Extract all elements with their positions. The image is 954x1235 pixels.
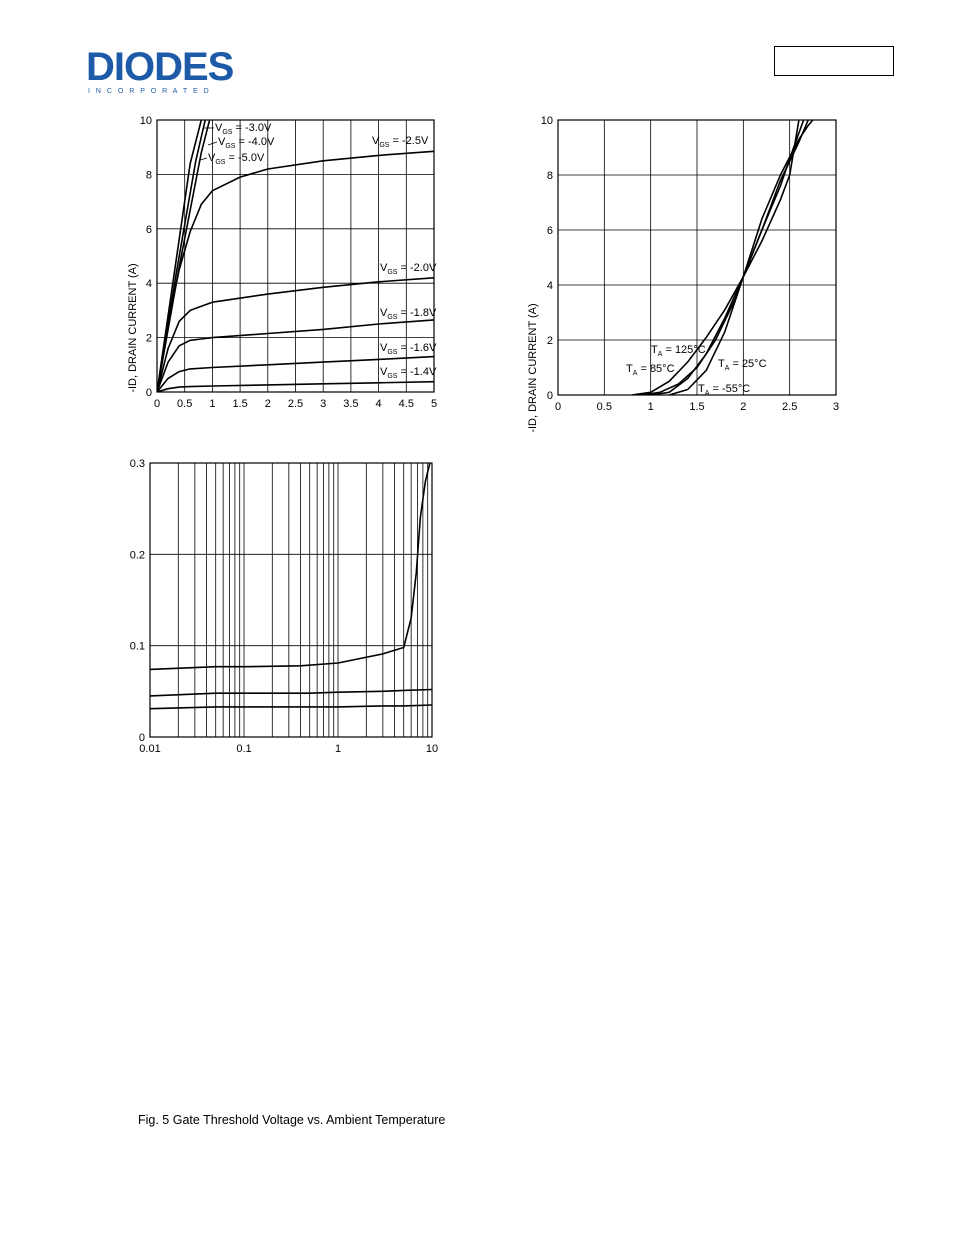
x-tick-label: 0.1 <box>236 743 252 755</box>
chart-fig4 <box>510 455 850 755</box>
series-line-1 <box>150 463 430 669</box>
x-tick-label: 2.5 <box>287 398 304 410</box>
y-tick-label: 4 <box>145 278 152 291</box>
chart-drain-current-vs-gate-source-voltage <box>520 108 850 433</box>
part-number-box <box>774 46 894 76</box>
series-label-4: $V_{GS} = -2.5V$ <box>372 135 429 149</box>
y-tick-label: 8 <box>546 170 553 182</box>
logo-wordmark: DIODES <box>86 45 234 89</box>
series-label-7: $V_{GS} = -1.6V$ <box>380 342 437 356</box>
y-tick-label: 0 <box>145 387 152 399</box>
chart-drain-current-vs-drain-source-voltage <box>100 108 450 413</box>
series-group <box>150 463 432 709</box>
y-tick-label: 4 <box>546 280 553 292</box>
x-tick-label: 10 <box>425 743 439 755</box>
x-tick-label: 4.5 <box>398 398 414 410</box>
y-tick-label: 6 <box>546 225 553 237</box>
x-tick-label: 0.5 <box>596 401 612 413</box>
series-label-6: $V_{GS} = -1.8V$ <box>380 307 437 321</box>
x-tick-label: 0.5 <box>177 398 193 410</box>
x-tick-label: 2 <box>740 401 747 413</box>
x-tick-label: 1.5 <box>689 401 705 413</box>
x-tick-label: 0 <box>554 401 562 413</box>
x-tick-label: 3 <box>320 398 327 410</box>
series-label-25c: $T_A = 25^\circ C$ <box>718 358 767 372</box>
series-label-3: $V_{GS} = -5.0V$ <box>208 152 265 166</box>
y-tick-label: 0.1 <box>129 640 145 653</box>
x-tick-label: 1 <box>334 743 342 755</box>
series-label-1: $V_{GS} = -3.0V$ <box>215 122 272 136</box>
y-tick-label: 10 <box>540 115 553 127</box>
y-tick-label: 0 <box>138 732 145 744</box>
x-tick-label: 0 <box>153 398 161 410</box>
figure-5-caption: Fig. 5 Gate Threshold Voltage vs. Ambient Temperature <box>138 1113 446 1127</box>
y-axis-label: -ID, DRAIN CURRENT (A) <box>127 263 139 393</box>
diodes-logo <box>86 44 266 96</box>
y-tick-label: 2 <box>145 332 152 345</box>
y-tick-label: 2 <box>546 335 553 347</box>
y-tick-label: 10 <box>139 115 152 127</box>
grid <box>150 463 432 737</box>
y-tick-label: 6 <box>145 223 152 236</box>
series-label-2: $V_{GS} = -4.0V$ <box>218 136 275 150</box>
chart-fig6 <box>530 798 850 1103</box>
plot-frame <box>150 463 432 737</box>
x-tick-label: 1.5 <box>232 398 248 410</box>
series-label-85c: $T_A = 85^\circ C$ <box>626 363 675 377</box>
series-line-3 <box>150 705 432 709</box>
y-tick-label: 0.2 <box>129 549 145 562</box>
x-tick-label: 4 <box>375 398 382 410</box>
x-tick-label: 2 <box>264 398 271 410</box>
y-axis-label: -ID, DRAIN CURRENT (A) <box>527 303 539 433</box>
series-label-125c: $T_A = 125^\circ C$ <box>651 344 706 358</box>
y-tick-label: 8 <box>145 169 152 182</box>
x-tick-label: 3 <box>832 401 840 413</box>
y-tick-label: 0.3 <box>129 458 145 470</box>
x-tick-label: 1 <box>647 401 654 413</box>
series-label-minus55c: $T_A = -55^\circ C$ <box>698 383 751 397</box>
y-tick-label: 0 <box>546 390 553 402</box>
x-tick-label: 3.5 <box>343 398 359 410</box>
x-tick-label: 1 <box>209 398 216 410</box>
chart-fig3 <box>110 455 450 755</box>
chart-gate-threshold-voltage-vs-temperature <box>100 798 450 1118</box>
series-label-8: $V_{GS} = -1.4V$ <box>380 366 437 380</box>
label-arrow <box>200 158 207 160</box>
logo-subtext: I N C O R P O R A T E D <box>88 88 211 95</box>
x-tick-label: 0.01 <box>139 743 161 755</box>
x-tick-label: 2.5 <box>782 401 798 413</box>
x-tick-label: 5 <box>430 398 438 410</box>
series-line-2 <box>150 690 432 696</box>
series-label-5: $V_{GS} = -2.0V$ <box>380 262 437 276</box>
